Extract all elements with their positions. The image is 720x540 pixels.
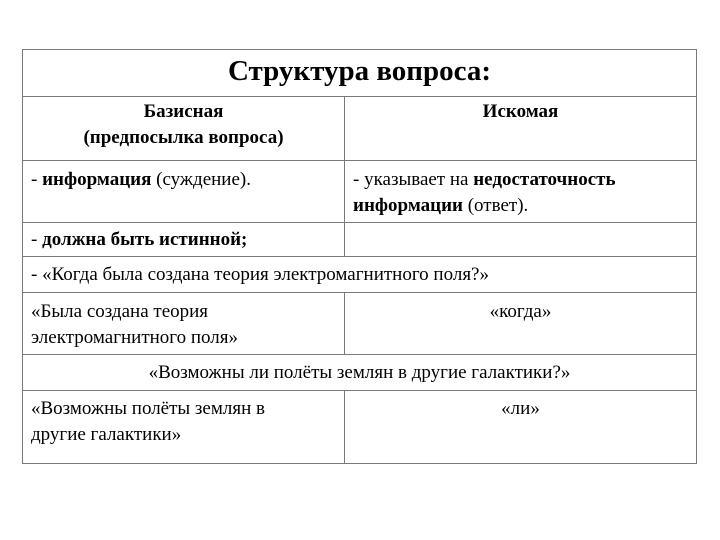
example1-left-cell [23, 293, 345, 355]
info-left-bold: информация [42, 169, 152, 190]
example1-right-cell: «когда» [345, 293, 697, 355]
info-left-prefix: - [31, 169, 43, 190]
example2-left-line2: другие галактики» [31, 424, 182, 445]
question-structure-table [22, 49, 697, 464]
header-row [23, 97, 697, 161]
info-right-bold1: недостаточность [473, 169, 616, 190]
info-right-bold2: информации [353, 195, 463, 216]
example2-left-line1: «Возможны полёты землян в [31, 398, 265, 419]
header-basic-line2: (предпосылка вопроса) [83, 127, 284, 148]
info-right-prefix: - указывает на [353, 169, 474, 190]
example1-question: - «Когда была создана теория электромагнитного поля?» [23, 257, 697, 293]
example2-split-row [23, 391, 697, 464]
example2-right-cell: «ли» [345, 391, 697, 464]
truth-right-cell [345, 223, 697, 257]
info-right-cell [345, 161, 697, 223]
example1-row [23, 257, 697, 293]
header-sought: Искомая [345, 97, 697, 161]
example2-row [23, 355, 697, 391]
example1-left-line1: «Была создана теория [31, 301, 209, 322]
truth-left-cell [23, 223, 345, 257]
example2-question: «Возможны ли полёты землян в другие галактики?» [23, 355, 697, 391]
title-row [23, 50, 697, 97]
example1-left-line2: электромагнитного поля» [31, 327, 239, 348]
header-basic [23, 97, 345, 161]
table-title: Структура вопроса: [23, 50, 697, 97]
example1-split-row [23, 293, 697, 355]
example2-left-cell [23, 391, 345, 464]
info-row [23, 161, 697, 223]
truth-row [23, 223, 697, 257]
truth-prefix: - [31, 229, 43, 250]
info-left-cell [23, 161, 345, 223]
info-left-rest: (суждение). [151, 169, 251, 190]
info-right-rest: (ответ). [462, 195, 529, 216]
header-basic-line1: Базисная [143, 101, 224, 122]
truth-bold: должна быть истинной; [42, 229, 248, 250]
